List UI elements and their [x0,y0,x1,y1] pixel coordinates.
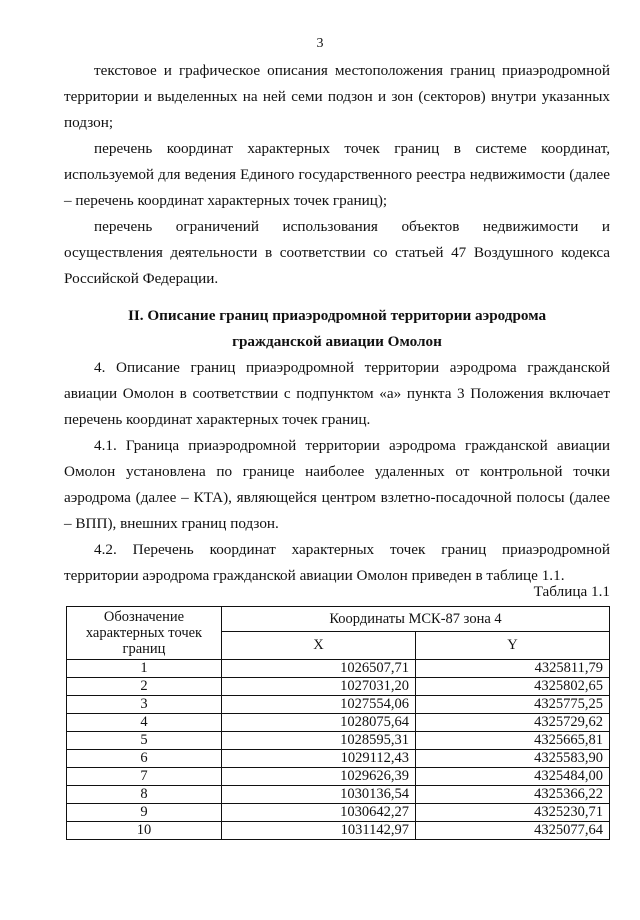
section-paragraphs [64,355,610,589]
cell-x: 1029112,43 [222,750,416,768]
table-row [67,696,610,714]
section-heading-line-1: II. Описание границ приаэродромной территории аэродрома [127,307,547,324]
intro-paragraphs [64,58,610,292]
table-row [67,660,610,678]
cell-point-number: 10 [67,822,222,840]
cell-y: 4325077,64 [415,822,609,840]
cell-point-number: 3 [67,696,222,714]
coordinates-table [66,606,610,840]
section-heading [64,303,610,355]
paragraph-restrictions-list: перечень ограничений использования объектов недвижимости и осуществления деятельности в соответствии со статьей 47 Воздушного кодекса Российской Федерации. [64,218,610,287]
cell-y: 4325366,22 [415,786,609,804]
table-row [67,732,610,750]
table-row [67,678,610,696]
table-caption: Таблица 1.1 [533,583,610,600]
cell-x: 1027554,06 [222,696,416,714]
table-body [67,660,610,840]
paragraph-4-1: 4.1. Граница приаэродромной территории аэродрома гражданской авиации Омолон установлена по границе наиболее удаленных от контрольной точки аэродрома (далее – КТА), являющейся центром взлетно-посадочной полосы (далее – ВПП), внешних границ подзон. [64,437,610,532]
cell-x: 1030136,54 [222,786,416,804]
cell-point-number: 8 [67,786,222,804]
cell-point-number: 4 [67,714,222,732]
cell-point-number: 9 [67,804,222,822]
header-point-label: Обозначение характерных точек границ [67,607,222,660]
cell-point-number: 7 [67,768,222,786]
table-header-row [67,607,610,632]
cell-y: 4325665,81 [415,732,609,750]
cell-x: 1026507,71 [222,660,416,678]
table-row [67,714,610,732]
cell-y: 4325729,62 [415,714,609,732]
paragraph-4: 4. Описание границ приаэродромной территории аэродрома гражданской авиации Омолон в соответствии с подпунктом «а» пункта 3 Положения включает перечень координат характерных точек границ. [64,359,610,428]
cell-y: 4325583,90 [415,750,609,768]
table-row [67,750,610,768]
header-x: X [222,632,416,660]
header-coordinates: Координаты МСК-87 зона 4 [222,607,610,632]
header-y: Y [415,632,609,660]
cell-y: 4325484,00 [415,768,609,786]
paragraph-4-2: 4.2. Перечень координат характерных точек границ приаэродромной территории аэродрома гражданской авиации Омолон приведен в таблице 1.1. [64,541,610,584]
cell-y: 4325775,25 [415,696,609,714]
cell-x: 1028595,31 [222,732,416,750]
table-row [67,786,610,804]
cell-y: 4325811,79 [415,660,609,678]
paragraph-description-list: текстовое и графическое описания местоположения границ приаэродромной территории и выделенных на ней семи подзон и зон (секторов) внутри указанных подзон; [64,62,610,131]
cell-point-number: 1 [67,660,222,678]
table-row [67,768,610,786]
cell-x: 1029626,39 [222,768,416,786]
section-heading-line-2: гражданской авиации Омолон [232,333,442,350]
cell-point-number: 6 [67,750,222,768]
cell-x: 1030642,27 [222,804,416,822]
cell-x: 1031142,97 [222,822,416,840]
paragraph-coordinates-list: перечень координат характерных точек границ в системе координат, используемой для ведения Единого государственного реестра недвижимости (далее – перечень координат характерных точек границ); [64,140,610,209]
table-row [67,822,610,840]
page-number: 3 [316,36,324,51]
cell-y: 4325802,65 [415,678,609,696]
table-row [67,804,610,822]
cell-point-number: 2 [67,678,222,696]
cell-x: 1028075,64 [222,714,416,732]
cell-point-number: 5 [67,732,222,750]
cell-x: 1027031,20 [222,678,416,696]
cell-y: 4325230,71 [415,804,609,822]
